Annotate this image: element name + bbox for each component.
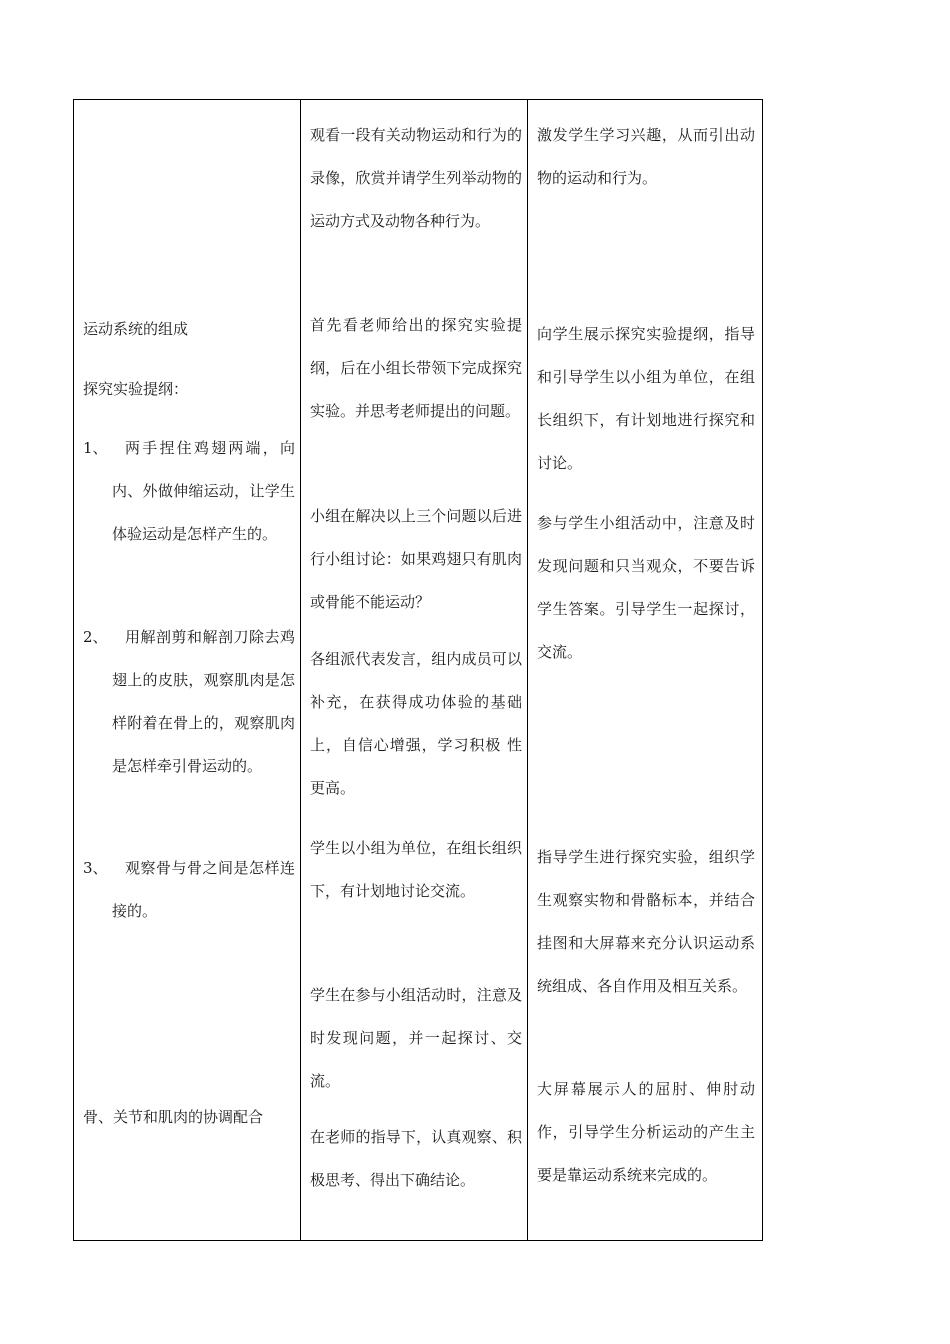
lesson-table [73, 99, 763, 1241]
list-text: 用解剖剪和解剖刀除去鸡翅上的皮肤，观察肌肉是怎样附着在骨上的，观察肌肉是怎样牵引骨运动的。 [112, 628, 295, 775]
list-number: 1、 [83, 439, 108, 457]
paragraph: 激发学生学习兴趣，从而引出动物的运动和行为。 [537, 126, 755, 187]
list-text: 观察骨与骨之间是怎样连接的。 [112, 859, 295, 920]
section-heading: 骨、关节和肌肉的协调配合 [83, 1108, 264, 1126]
paragraph: 学生在参与小组活动时，注意及时发现问题，并一起探讨、交流。 [310, 986, 522, 1090]
section-heading: 探究实验提纲： [83, 380, 189, 398]
paragraph: 首先看老师给出的探究实验提纲，后在小组长带领下完成探究实验。并思考老师提出的问题。 [310, 316, 522, 420]
list-item [83, 616, 295, 788]
list-item [83, 847, 295, 933]
paragraph: 在老师的指导下，认真观察、积极思考、得出下确结论。 [310, 1128, 522, 1189]
student-activity-column [301, 100, 527, 1240]
paragraph: 参与学生小组活动中，注意及时发现问题和只当观众，不要告诉学生答案。引导学生一起探讨，交流。 [537, 514, 755, 661]
list-number: 3、 [83, 859, 108, 877]
list-number: 2、 [83, 628, 108, 646]
paragraph: 大屏幕展示人的屈肘、伸肘动作，引导学生分析运动的产生主要是靠运动系统来完成的。 [537, 1080, 755, 1184]
list-item [83, 427, 295, 556]
section-heading: 运动系统的组成 [83, 320, 189, 338]
paragraph: 观看一段有关动物运动和行为的录像，欣赏并请学生列举动物的运动方式及动物各种行为。 [310, 126, 522, 230]
list-text: 两手捏住鸡翅两端，向内、外做伸缩运动，让学生体验运动是怎样产生的。 [112, 439, 295, 543]
paragraph: 各组派代表发言，组内成员可以补充，在获得成功体验的基础上，自信心增强，学习积极 性更高。 [310, 650, 522, 797]
paragraph: 学生以小组为单位，在组长组织下，有计划地讨论交流。 [310, 839, 522, 900]
teacher-activity-column [528, 100, 763, 1240]
paragraph: 小组在解决以上三个问题以后进行小组讨论：如果鸡翅只有肌肉或骨能不能运动？ [310, 507, 522, 611]
paragraph: 向学生展示探究实验提纲，指导和引导学生以小组为单位，在组长组织下，有计划地进行探究和讨论。 [537, 325, 755, 472]
paragraph: 指导学生进行探究实验，组织学生观察实物和骨骼标本，并结合挂图和大屏幕来充分认识运动系统组成、各自作用及相互关系。 [537, 848, 755, 995]
content-column [74, 100, 300, 1240]
